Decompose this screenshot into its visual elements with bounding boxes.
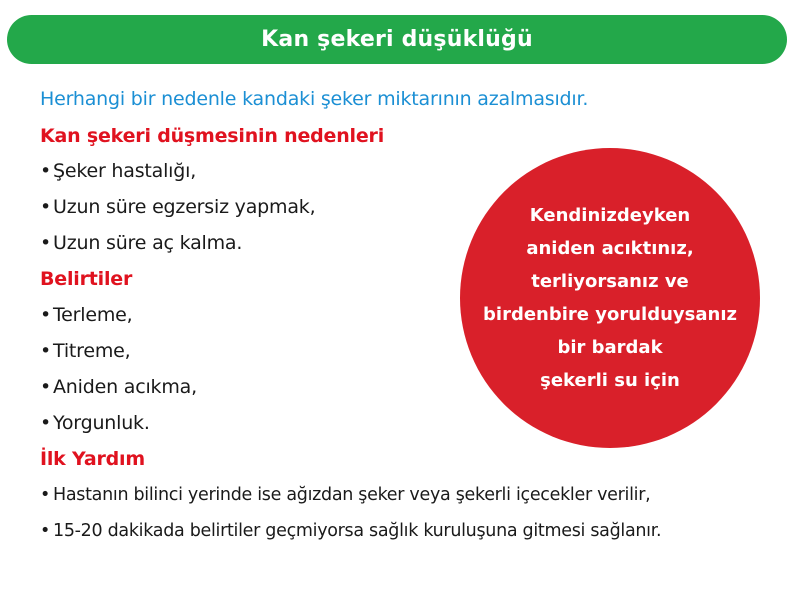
callout-line: bir bardak [557,337,663,358]
callout-line: birdenbire yorulduysanız [483,304,737,325]
causes-heading: Kan şekeri düşmesinin nedenleri [40,125,385,147]
callout-text [483,199,737,397]
symptom-item: • Aniden acıkma, [40,376,197,398]
symptom-item: • Yorgunluk. [40,412,150,434]
cause-item: • Uzun süre egzersiz yapmak, [40,196,315,218]
first-aid-heading: İlk Yardım [40,448,145,470]
first-aid-item: • Hastanın bilinci yerinde ise ağızdan şeker veya şekerli içecekler verilir, [40,485,650,505]
symptoms-heading: Belirtiler [40,268,133,290]
cause-item: • Şeker hastalığı, [40,160,196,182]
callout-line: şekerli su için [540,370,680,391]
first-aid-item: • 15-20 dakikada belirtiler geçmiyorsa sağlık kuruluşuna gitmesi sağlanır. [40,521,661,541]
title-banner [7,15,787,64]
callout-line: aniden acıktınız, [526,238,694,259]
symptom-item: • Terleme, [40,304,132,326]
page-title: Kan şekeri düşüklüğü [261,27,533,52]
callout-line: terliyorsanız ve [531,271,689,292]
symptom-item: • Titreme, [40,340,130,362]
cause-item: • Uzun süre aç kalma. [40,232,242,254]
callout-circle [460,148,760,448]
callout-line: Kendinizdeyken [529,205,691,226]
intro-text: Herhangi bir nedenle kandaki şeker miktarının azalmasıdır. [40,88,589,110]
